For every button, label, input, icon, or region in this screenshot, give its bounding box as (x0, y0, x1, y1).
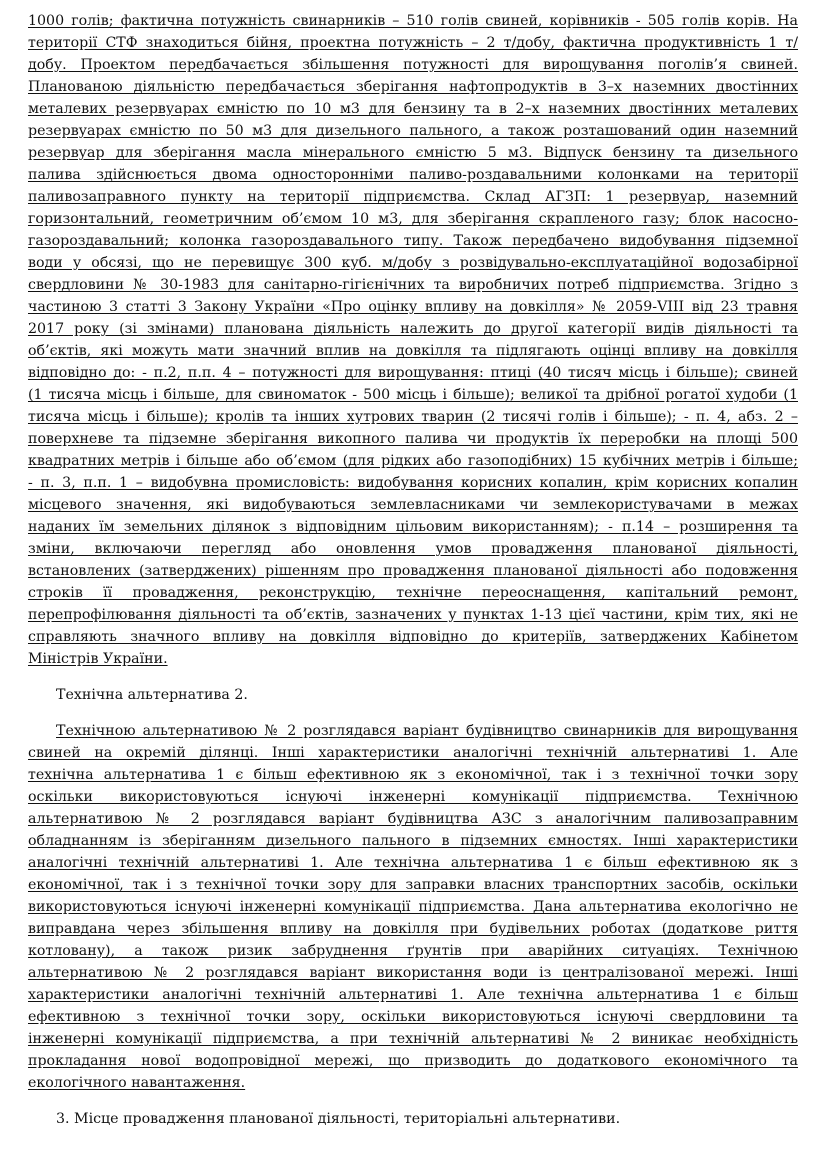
text-line-content: технічна альтернатива 1 є більш ефективною як з економічної, так і з технічної точки зору (28, 767, 798, 783)
text-line-content: резервуар для зберігання масла мінерального ємністю 5 м3. Відпуск бензину та дизельного (28, 145, 798, 161)
text-line-content: паливозаправного пункту на території підприємства. Склад АГЗП: 1 резервуар, наземний (28, 189, 798, 205)
text-line (28, 1050, 798, 1072)
text-line (28, 428, 798, 450)
text-line-content: інженерні комунікації підприємства, а при технічній альтернативі № 2 виникає необхідність (28, 1031, 798, 1047)
text-line-content: справляють значного впливу на довкілля відповідно до критеріїв, затверджених Кабінетом (28, 629, 798, 645)
text-line-content: ефективною з технічної точки зору, оскільки використовуються існуючі свердловини та (28, 1009, 798, 1025)
text-line-content: альтернативою № 2 розглядався варіант будівництва АЗС з аналогічним паливозаправним (28, 811, 798, 827)
text-line (28, 186, 798, 208)
text-line (28, 120, 798, 142)
text-line (28, 230, 798, 252)
text-line (28, 874, 798, 896)
text-line-content: свердловини № 30-1983 для санітарно-гігієнічних та виробничих потреб підприємства. Згідно з (28, 277, 798, 293)
heading-section-3: 3. Місце провадження планованої діяльності, територіальні альтернативи. (56, 1111, 621, 1127)
text-line-content: газороздавальний; колонка газороздавального типу. Також передбачено видобування підземної (28, 233, 798, 249)
text-line-content: зміни, включаючи перегляд або оновлення умов провадження планованої діяльності, (28, 541, 798, 557)
text-line (28, 786, 798, 808)
text-line (28, 450, 798, 472)
text-line-content: 1000 голів; фактична потужність свинарників – 510 голів свиней, корівників - 505 голів корів. На (28, 13, 798, 29)
text-line (28, 54, 798, 76)
text-line (28, 626, 798, 648)
text-line (28, 604, 798, 626)
paragraph-gap (28, 670, 798, 684)
text-line-content: Технічною альтернативою № 2 розглядався варіант будівництво свинарників для вирощування (56, 723, 798, 739)
text-line-content: перепрофілювання діяльності та об’єктів, зазначених у пунктах 1-13 цієї частини, крім тих, які не (28, 607, 798, 623)
text-line-content: поверхневе та підземне зберігання викопного палива чи продуктів їх переробки на площі 500 (28, 431, 798, 447)
text-line-content: обладнанням із зберіганням дизельного пального в підземних ємностях. Інші характеристики (28, 833, 798, 849)
text-line-content: котловану), а також ризик забруднення ґрунтів при аварійних ситуаціях. Технічною (28, 943, 798, 959)
text-line-content: альтернативою № 2 розглядався варіант використання води із централізованої мережі. Інші (28, 965, 798, 981)
text-line (28, 742, 798, 764)
text-line-content: прокладання нової водопровідної мережі, що призводить до додаткового економічного та (28, 1053, 798, 1069)
text-line (28, 852, 798, 874)
text-line-content: використовуються існуючі інженерні комунікації підприємства. Дана альтернатива екологічно не (28, 899, 798, 915)
text-line (28, 984, 798, 1006)
text-line (28, 76, 798, 98)
text-line (28, 1072, 798, 1094)
text-line (28, 516, 798, 538)
text-line-content: місцевого значення, які видобуваються землевласниками чи землекористувачами в межах (28, 497, 798, 513)
text-line-content: Планованою діяльністю передбачається зберігання нафтопродуктів в 3–х наземних двостінних (28, 79, 798, 95)
paragraph-gap (28, 706, 798, 720)
paragraph-alternative-2-body (28, 720, 798, 1094)
text-line-content: резервуарах ємністю по 50 м3 для дизельного пального, а також розташований один наземний (28, 123, 798, 139)
text-line-content: тисяча місць і більше); кролів та інших хутрових тварин (2 тисячі голів і більше); - п. 4, абз. 2 – (28, 409, 798, 425)
text-line (28, 384, 798, 406)
text-line-content: відповідно до: - п.2, п.п. 4 – потужності для вирощування: птиці (40 тисяч місць і більше); свиней (28, 365, 798, 381)
text-line (28, 274, 798, 296)
text-line-content: - п. 3, п.п. 1 – видобувна промисловість: видобування корисних копалин, крім корисних копалин (28, 475, 798, 491)
text-line (28, 406, 798, 428)
text-line (28, 472, 798, 494)
heading-technical-alternative-2: Технічна альтернатива 2. (56, 687, 248, 703)
text-line (28, 32, 798, 54)
text-line (28, 648, 798, 670)
text-line (28, 582, 798, 604)
text-line (28, 962, 798, 984)
text-line-content: аналогічні технічній альтернативі 1. Але технічна альтернатива 1 є більш ефективною як з (28, 855, 798, 871)
text-line (28, 164, 798, 186)
text-line (28, 1006, 798, 1028)
text-line-content: (1 тисяча місць і більше, для свиноматок - 500 місць і більше); великої та дрібної рогатої худоби (1 (28, 387, 798, 403)
text-line (28, 940, 798, 962)
text-line (28, 538, 798, 560)
text-line-content: встановлених (затверджених) рішенням про провадження планованої діяльності або подовження (28, 563, 798, 579)
text-line-content: добу. Проектом передбачається збільшення потужності для вирощування поголів’я свиней. (28, 57, 798, 73)
text-line-content: об’єктів, які можуть мати значний вплив на довкілля та підлягають оцінці впливу на довкілля (28, 343, 798, 359)
text-line-content: частиною 3 статті 3 Закону України «Про оцінку впливу на довкілля» № 2059-VIII від 23 травня (28, 299, 798, 315)
text-line-content: характеристики аналогічні технічній альтернативі 1. Але технічна альтернатива 1 є більш (28, 987, 798, 1003)
document-page (28, 10, 798, 1130)
text-line (28, 252, 798, 274)
text-line (28, 296, 798, 318)
text-line (28, 98, 798, 120)
text-line (28, 494, 798, 516)
paragraph-gap (28, 1094, 798, 1108)
text-line-content: наданих їм земельних ділянок з відповідним цільовим використанням); - п.14 – розширення та (28, 519, 798, 535)
text-line (28, 1028, 798, 1050)
text-line-content: 2017 року (зі змінами) планована діяльність належить до другої категорії видів діяльності та (28, 321, 798, 337)
text-line (28, 720, 798, 742)
text-line-content: оскільки використовуються існуючі інженерні комунікації підприємства. Технічною (28, 789, 798, 805)
text-line (28, 808, 798, 830)
text-line (28, 560, 798, 582)
text-line (28, 318, 798, 340)
text-line (28, 764, 798, 786)
text-line-content: Міністрів України. (28, 651, 168, 667)
text-line-content: металевих резервуарах ємністю по 10 м3 для бензину та в 2–х наземних двостінних металевих (28, 101, 798, 117)
text-line (28, 830, 798, 852)
text-line-content: свиней на окремій ділянці. Інші характеристики аналогічні технічній альтернативі 1. Але (28, 745, 798, 761)
text-line-content: палива здійснюється двома односторонніми паливо-роздавальними колонками на території (28, 167, 798, 183)
text-line-content: економічної, так і з технічної точки зору для заправки власних транспортних засобів, оскільки (28, 877, 798, 893)
text-line-content: виправдана через збільшення впливу на довкілля при будівельних роботах (додаткове риття (28, 921, 798, 937)
text-line (28, 340, 798, 362)
text-line-content: строків її провадження, реконструкцію, технічне переоснащення, капітальний ремонт, (28, 585, 798, 601)
text-line (28, 10, 798, 32)
text-line-content: горизонтальний, геометричним об’ємом 10 м3, для зберігання скрапленого газу; блок насосно- (28, 211, 798, 227)
text-line-content: території СТФ знаходиться бійня, проектна потужність – 2 т/добу, фактична продуктивність 1 т/ (28, 35, 798, 51)
text-line-content: води у обсязі, що не перевищує 300 куб. м/добу з розвідувально-експлуатаційної водозабірної (28, 255, 798, 271)
text-line-content: квадратних метрів і більше або об’ємом (для рідких або газоподібних) 15 кубічних метрів і більше; (28, 453, 798, 469)
text-line-content: екологічного навантаження. (28, 1075, 246, 1091)
text-line (28, 896, 798, 918)
text-line (28, 918, 798, 940)
paragraph-alternative-1-continued (28, 10, 798, 670)
text-line (28, 142, 798, 164)
text-line (28, 362, 798, 384)
text-line (28, 208, 798, 230)
